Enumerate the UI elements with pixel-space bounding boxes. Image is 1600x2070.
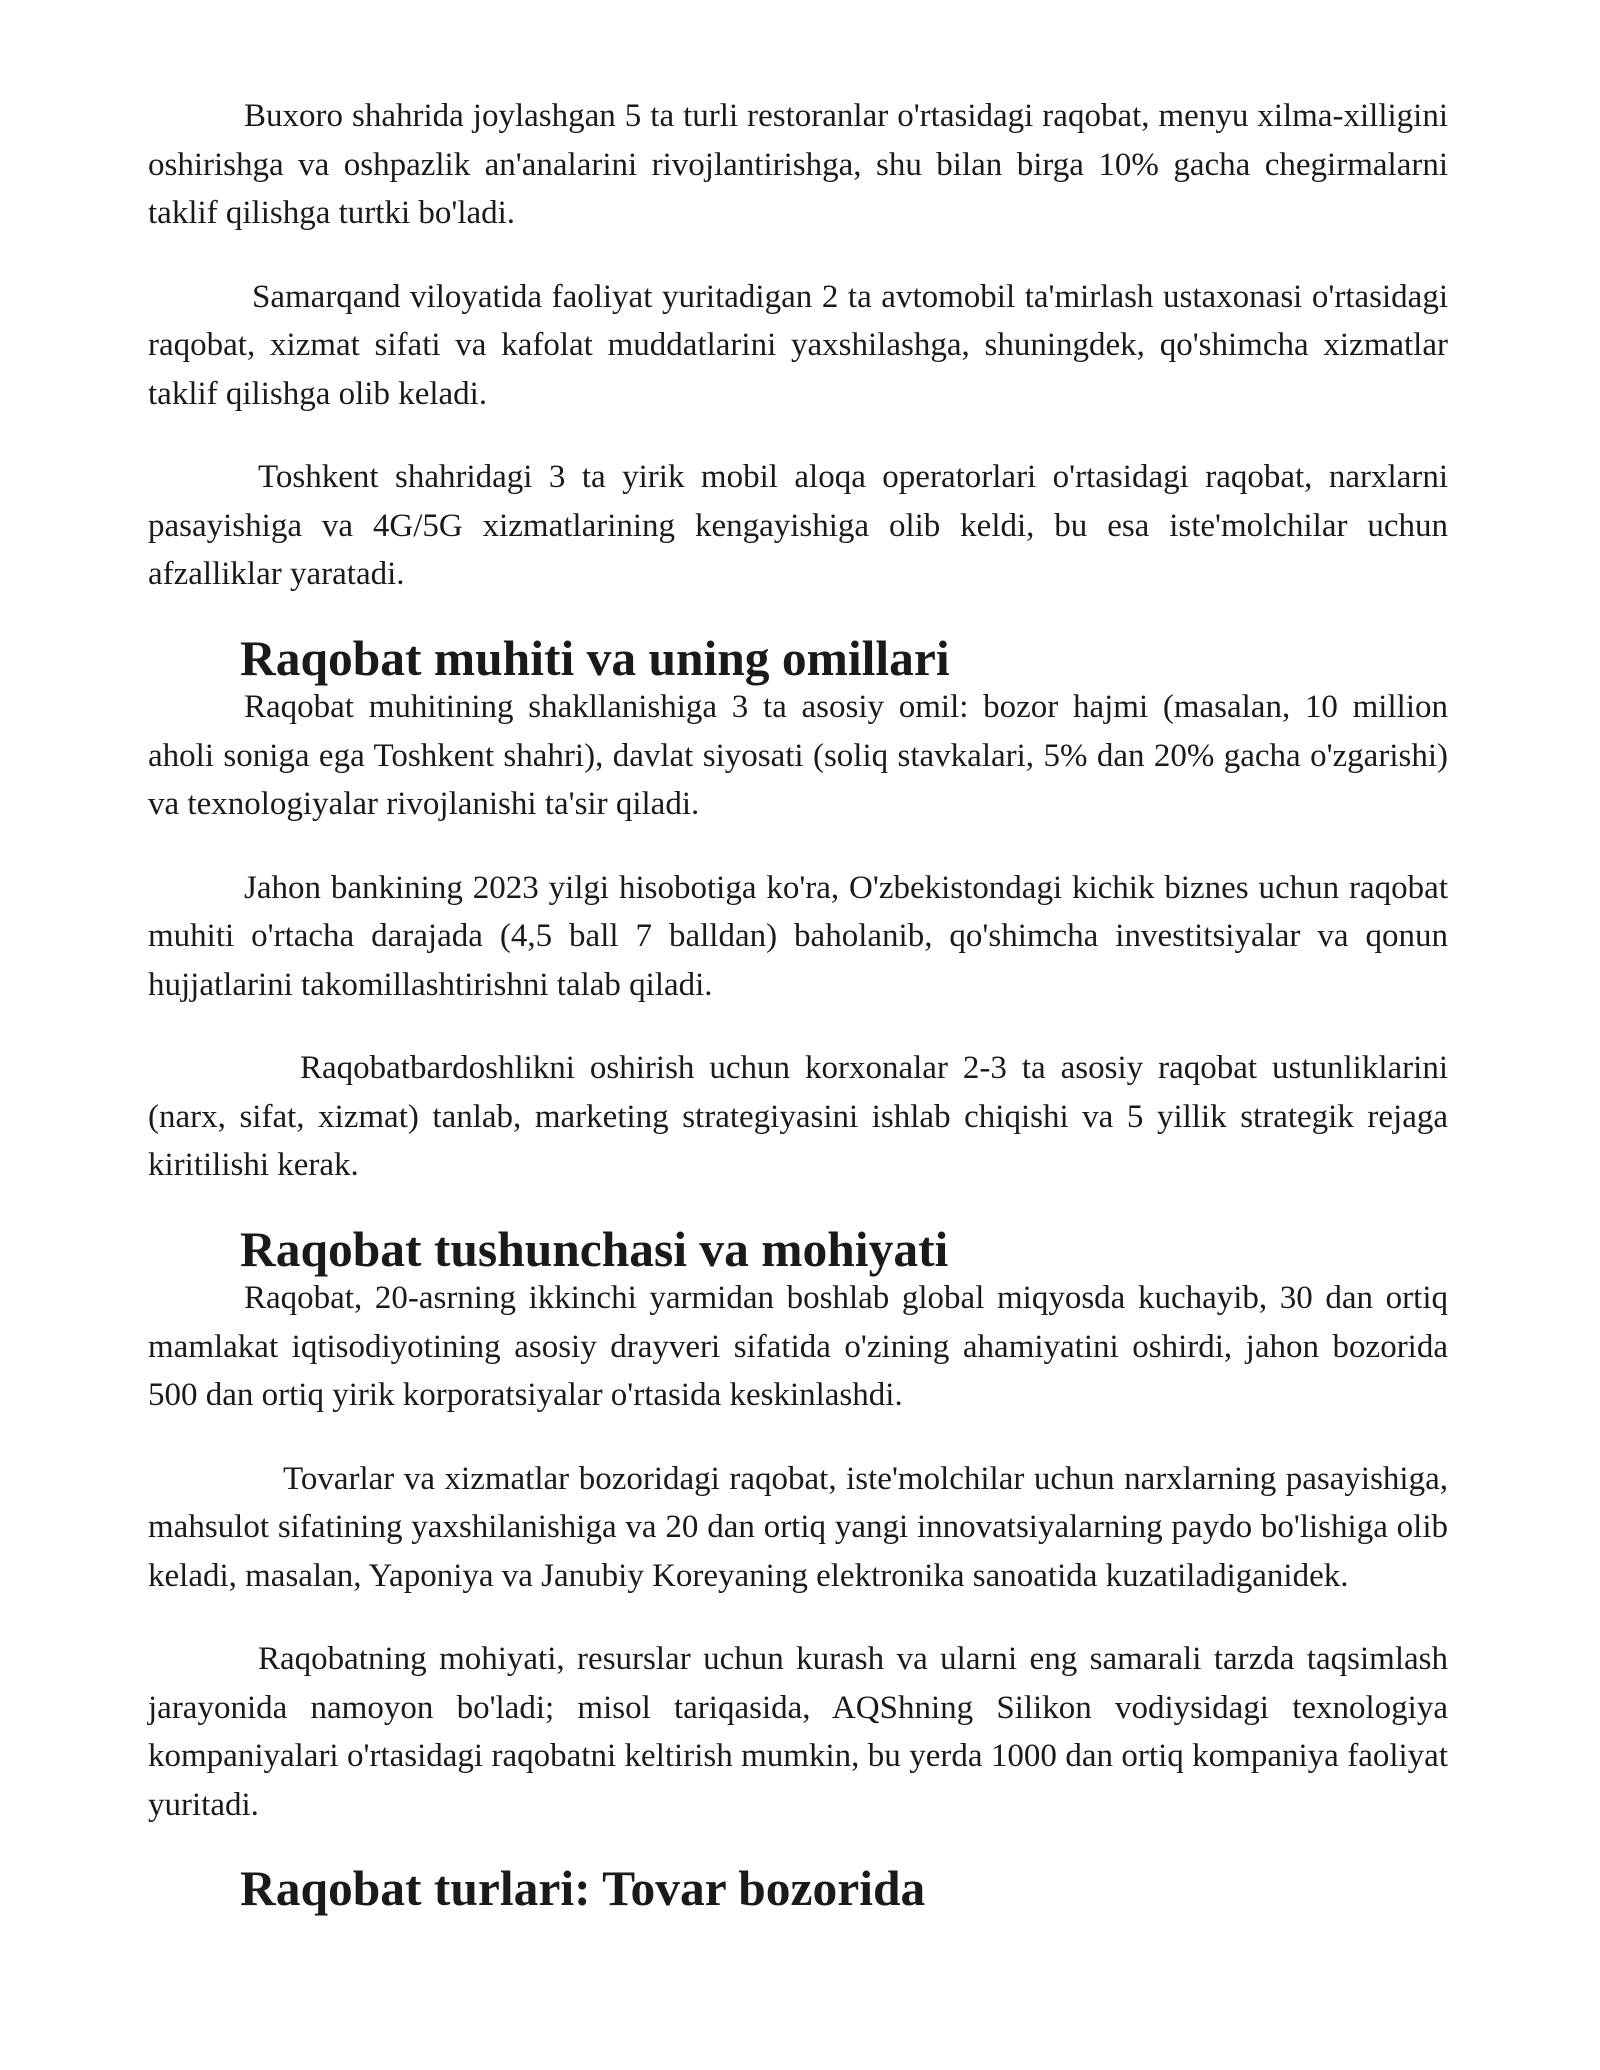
section-heading-competition-concept: Raqobat tushunchasi va mohiyati	[240, 1221, 949, 1277]
document-page	[148, 92, 1448, 1914]
paragraph-global-competition: Raqobat, 20-asrning ikkinchi yarmidan boshlab global miqyosda kuchayib, 30 dan ortiq mamlakat iqtisodiyotining asosiy drayveri sifatida o'zining ahamiyatini oshirdi, jahon bozorida 500 dan ortiq yirik korporatsiyalar o'rtasida keskinlashdi.	[148, 1280, 1448, 1413]
paragraph-bukhara-restaurants: Buxoro shahrida joylashgan 5 ta turli restoranlar o'rtasidagi raqobat, menyu xilma-xilligini oshirishga va oshpazlik an'analarini rivojlantirishga, shu bilan birga 10% gacha chegirmalarni taklif qilishga turtki bo'ladi.	[148, 98, 1448, 231]
paragraph-tashkent-mobile-operators: Toshkent shahridagi 3 ta yirik mobil aloqa operatorlari o'rtasidagi raqobat, narxlarni pasayishiga va 4G/5G xizmatlarining kengayishiga olib keldi, bu esa iste'molchilar uchun afzalliklar yaratadi.	[148, 459, 1448, 592]
section-heading-competition-types: Raqobat turlari: Tovar bozorida	[240, 1861, 926, 1916]
section-heading-competitive-environment: Raqobat muhiti va uning omillari	[240, 630, 950, 686]
paragraph-competitiveness-strategy: Raqobatbardoshlikni oshirish uchun korxonalar 2-3 ta asosiy raqobat ustunliklarini (narx, sifat, xizmat) tanlab, marketing strategiyasini ishlab chiqishi va 5 yillik strategik rejaga kiritilishi kerak.	[148, 1050, 1448, 1183]
paragraph-goods-services-market: Tovarlar va xizmatlar bozoridagi raqobat, iste'molchilar uchun narxlarning pasayishiga, mahsulot sifatining yaxshilanishiga va 20 dan ortiq yangi innovatsiyalarning paydo bo'lishiga olib keladi, masalan, Yaponiya va Janubiy Koreyaning elektronika sanoatida kuzatiladiganidek.	[148, 1460, 1448, 1594]
paragraph-world-bank-report: Jahon bankining 2023 yilgi hisobotiga ko'ra, O'zbekistondagi kichik biznes uchun raqobat muhiti o'rtacha darajada (4,5 ball 7 balldan) baholanib, qo'shimcha investitsiyalar va qonun hujjatlarini takomillashtirishni talab qiladi.	[148, 869, 1448, 1003]
paragraph-samarkand-auto-repair: Samarqand viloyatida faoliyat yuritadigan 2 ta avtomobil ta'mirlash ustaxonasi o'rtasidagi raqobat, xizmat sifati va kafolat muddatlarini yaxshilashga, shuningdek, qo'shimcha xizmatlar taklif qilishga olib keladi.	[148, 278, 1448, 412]
paragraph-environment-factors: Raqobat muhitining shakllanishiga 3 ta asosiy omil: bozor hajmi (masalan, 10 million aholi soniga ega Toshkent shahri), davlat siyosati (soliq stavkalari, 5% dan 20% gacha o'zgarishi) va texnologiyalar rivojlanishi ta'sir qiladi.	[148, 689, 1448, 822]
paragraph-competition-essence: Raqobatning mohiyati, resurslar uchun kurash va ularni eng samarali tarzda taqsimlash jarayonida namoyon bo'ladi; misol tariqasida, AQShning Silikon vodiysidagi texnologiya kompaniyalari o'rtasidagi raqobatni keltirish mumkin, bu yerda 1000 dan ortiq kompaniya faoliyat yuritadi.	[148, 1641, 1448, 1823]
